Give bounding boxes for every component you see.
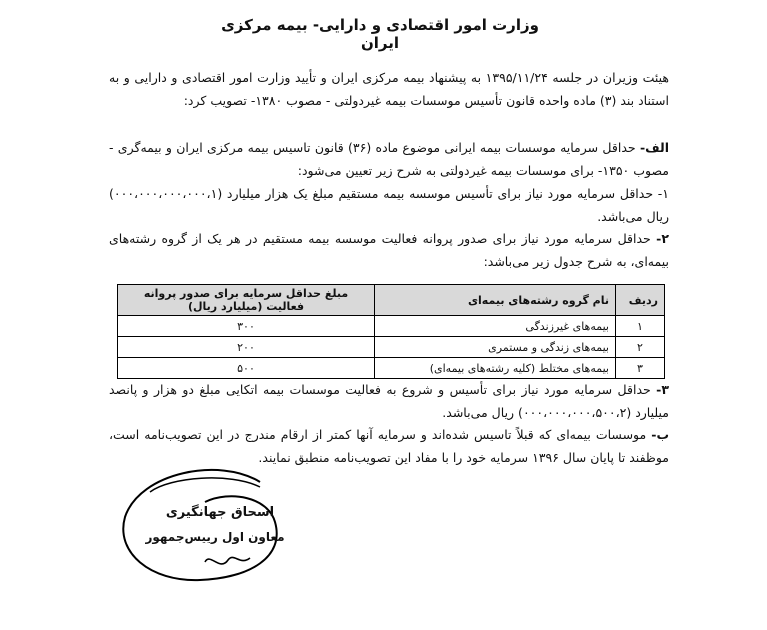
table-cell-capital: ۳۰۰ bbox=[118, 316, 375, 337]
table-cell-group: بیمه‌های زندگی و مستمری bbox=[375, 337, 616, 358]
table-header-row bbox=[118, 285, 665, 316]
table-header-capital: مبلغ حداقل سرمایه برای صدور پروانه فعالیت (میلیارد ریال) bbox=[118, 285, 375, 316]
paragraph-item-3 bbox=[109, 378, 669, 424]
paragraph-item-1 bbox=[109, 182, 669, 228]
signature-scribble bbox=[110, 462, 290, 592]
table-row bbox=[118, 358, 665, 379]
paragraph-alef-text: حداقل سرمایه موسسات بیمه ایرانی موضوع ماده (۳۶) قانون تاسیس بیمه مرکزی ایران و بیمه‌گری - مصوب ۱۳۵۰- برای موسسات بیمه غیردولتی به شرح زیر تعیین می‌شود: bbox=[109, 140, 669, 178]
paragraph-intro-text: هیئت وزیران در جلسه ۱۳۹۵/۱۱/۲۴ به پیشنهاد بیمه مرکزی ایران و تأیید وزارت امور اقتصادی و دارایی و به استناد بند (۳) ماده واحده قانون تأسیس موسسات بیمه غیردولتی - مصوب ۱۳۸۰- تصویب کرد: bbox=[109, 70, 669, 108]
table-cell-group: بیمه‌های مختلط (کلیه رشته‌های بیمه‌ای) bbox=[375, 358, 616, 379]
table-cell-capital: ۲۰۰ bbox=[118, 337, 375, 358]
paragraph-item-2-label: ۲- bbox=[656, 231, 669, 246]
paragraph-item-3-label: ۳- bbox=[656, 382, 669, 397]
document-title: وزارت امور اقتصادی و دارایی- بیمه مرکزی ایران bbox=[221, 16, 539, 52]
table-header-group: نام گروه رشته‌های بیمه‌ای bbox=[375, 285, 616, 316]
table-cell-index: ۳ bbox=[616, 358, 665, 379]
signatory-title: معاون اول رییس‌جمهور bbox=[145, 530, 285, 544]
insurance-group-table bbox=[117, 284, 665, 379]
paragraph-be-text: موسسات بیمه‌ای که قبلاً تاسیس شده‌اند و سرمایه آنها کمتر از ارقام مندرج در این تصویب‌نامه است، موظفند تا پایان سال ۱۳۹۶ سرمایه خود را با مفاد این تصویب‌نامه منطبق نمایند. bbox=[109, 427, 669, 465]
paragraph-item-2-text: حداقل سرمایه مورد نیاز برای صدور پروانه فعالیت موسسه بیمه مستقیم در هر یک از گروه رشته‌های بیمه‌ای، به شرح جدول زیر می‌باشد: bbox=[109, 231, 669, 269]
table-row bbox=[118, 316, 665, 337]
table-row bbox=[118, 337, 665, 358]
table-cell-index: ۲ bbox=[616, 337, 665, 358]
paragraph-item-2 bbox=[109, 227, 669, 273]
table-cell-index: ۱ bbox=[616, 316, 665, 337]
table-cell-capital: ۵۰۰ bbox=[118, 358, 375, 379]
paragraph-alef bbox=[109, 136, 669, 182]
table-cell-group: بیمه‌های غیرزندگی bbox=[375, 316, 616, 337]
signatory-name: اسحاق جهانگیری bbox=[165, 505, 275, 520]
paragraph-item-1-text: ۱- حداقل سرمایه مورد نیاز برای تأسیس موسسه بیمه مستقیم مبلغ یک هزار میلیارد (۰۰۰،۰۰۰،۰۰۰،۰۰۰،۱) ریال می‌باشد. bbox=[109, 186, 669, 224]
paragraph-be-label: ب- bbox=[651, 427, 669, 442]
paragraph-item-3-text: حداقل سرمایه مورد نیاز برای تأسیس و شروع به فعالیت موسسات بیمه اتکایی مبلغ دو هزار و پانصد میلیارد (۰۰۰،۰۰۰،۰۰۰،۵۰۰،۲) ریال می‌باشد. bbox=[109, 382, 669, 420]
paragraph-alef-label: الف- bbox=[639, 140, 669, 155]
paragraph-intro bbox=[109, 66, 669, 112]
table-header-index: ردیف bbox=[616, 285, 665, 316]
